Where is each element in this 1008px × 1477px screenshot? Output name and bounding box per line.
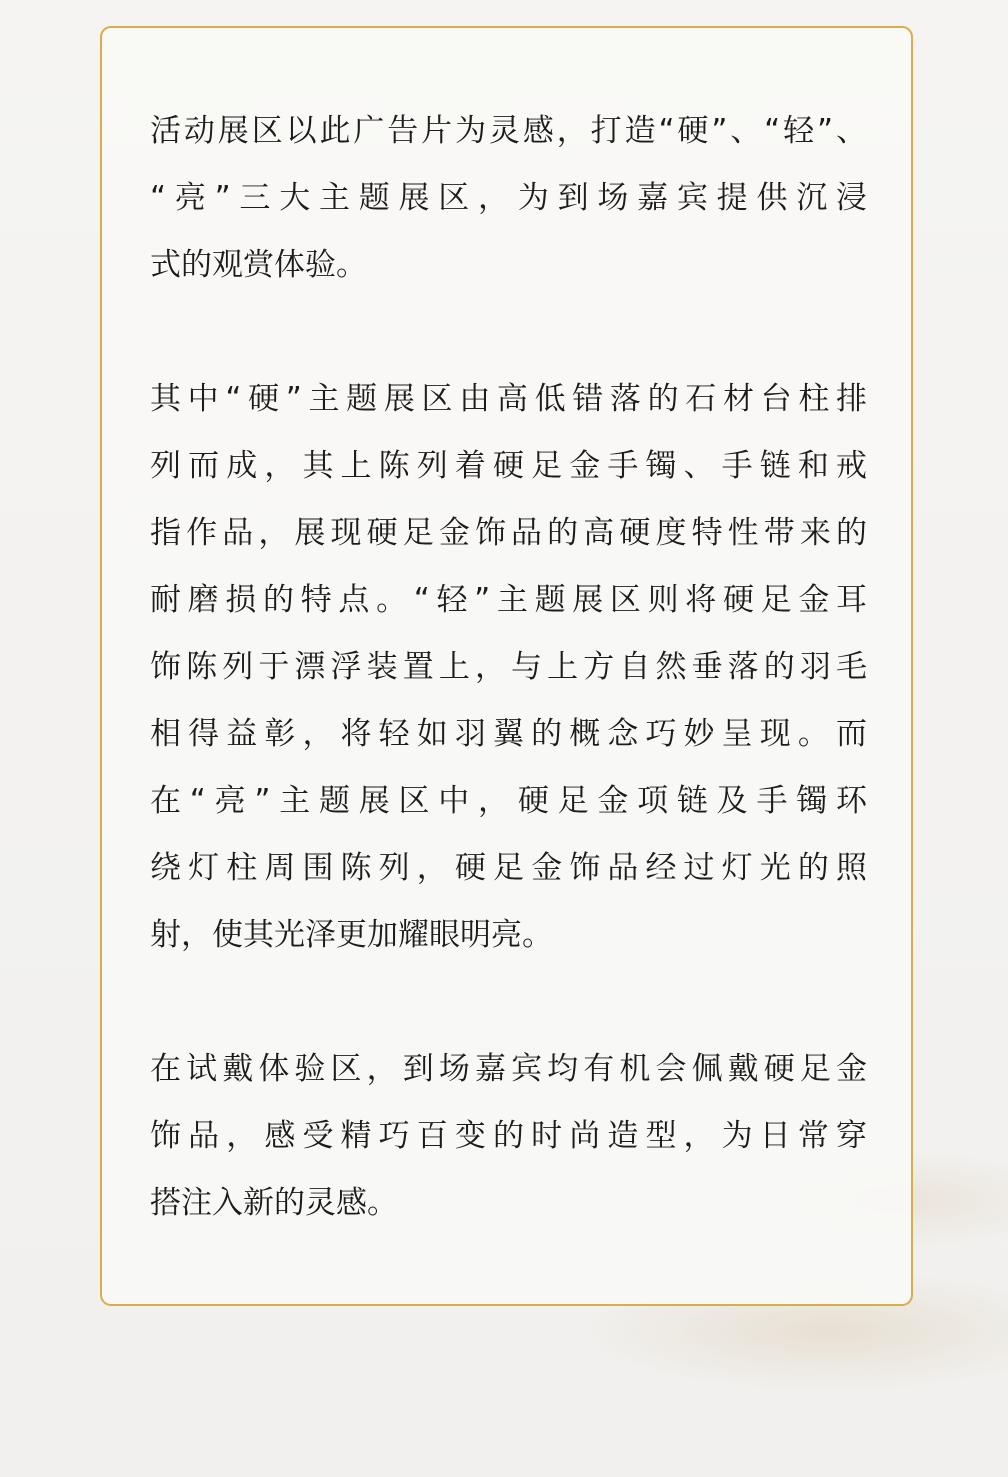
paragraph — [150, 366, 867, 969]
paragraph — [150, 1036, 867, 1237]
text-line: 式的观赏体验。 — [150, 247, 367, 283]
text-line: 射，使其光泽更加耀眼明亮。 — [150, 917, 553, 953]
text-line: 相得益彰，将轻如羽翼的概念巧妙呈现。而 — [150, 716, 867, 752]
text-line: 列而成，其上陈列着硬足金手镯、手链和戒 — [150, 448, 867, 484]
article-card — [100, 26, 913, 1306]
text-line: 在试戴体验区，到场嘉宾均有机会佩戴硬足金 — [150, 1051, 867, 1087]
text-line: 在“亮”主题展区中，硬足金项链及手镯环 — [150, 783, 867, 819]
text-line: 饰陈列于漂浮装置上，与上方自然垂落的羽毛 — [150, 649, 867, 685]
paragraph — [150, 98, 867, 299]
text-line: 绕灯柱周围陈列，硬足金饰品经过灯光的照 — [150, 850, 867, 886]
text-line: 饰品，感受精巧百变的时尚造型，为日常穿 — [150, 1118, 867, 1154]
article-body — [150, 98, 867, 1304]
text-line: 其中“硬”主题展区由高低错落的石材台柱排 — [150, 381, 867, 417]
text-line: 指作品，展现硬足金饰品的高硬度特性带来的 — [150, 515, 867, 551]
text-line: “亮”三大主题展区，为到场嘉宾提供沉浸 — [150, 180, 867, 216]
text-line: 耐磨损的特点。“轻”主题展区则将硬足金耳 — [150, 582, 867, 618]
text-line: 搭注入新的灵感。 — [150, 1185, 398, 1221]
text-line: 活动展区以此广告片为灵感，打造“硬”、“轻”、 — [150, 113, 867, 149]
